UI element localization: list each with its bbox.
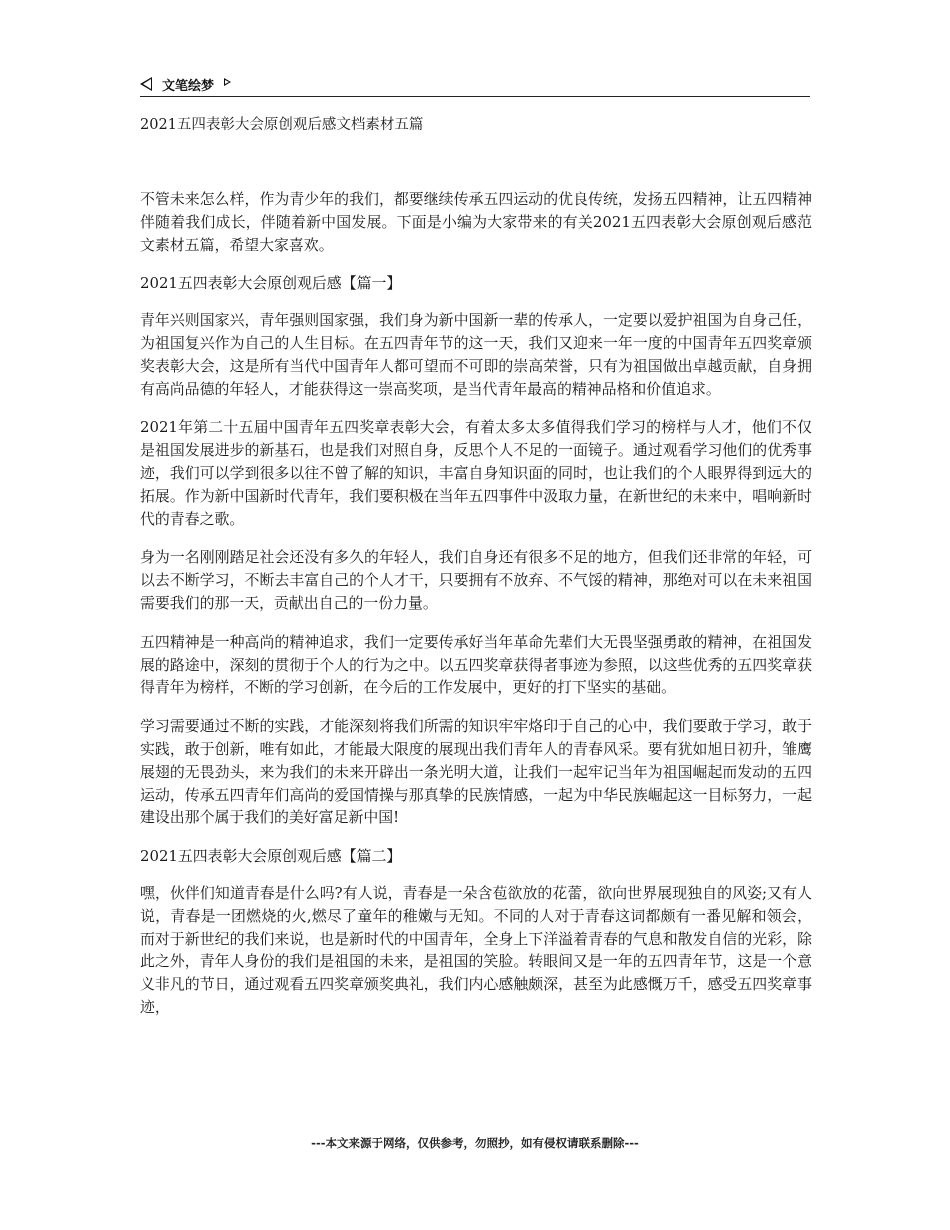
brand-name: 文笔绘梦	[162, 78, 215, 94]
triangle-right-icon	[224, 78, 231, 86]
document-body	[140, 188, 812, 1035]
triangle-left-icon	[140, 77, 152, 91]
body-paragraph: 2021年第二十五届中国青年五四奖章表彰大会，有着太多太多值得我们学习的榜样与人才，他们不仅是祖国发展进步的新基石，也是我们对照自身，反思个人不足的一面镜子。通过观看学习他们的优秀事迹，我们可以学到很多以往不曾了解的知识，丰富自身知识面的同时，也让我们的个人眼界得到远大的拓展。作为新中国新时代青年，我们要积极在当年五四事件中汲取力量，在新世纪的未来中，唱响新时代的青春之歌。	[140, 418, 812, 528]
section-heading-1: 2021五四表彰大会原创观后感【篇一】	[140, 274, 402, 293]
document-title: 2021五四表彰大会原创观后感文档素材五篇	[140, 117, 424, 133]
intro-paragraph: 不管未来怎么样，作为青少年的我们，都要继续传承五四运动的优良传统，发扬五四精神，让五四精神伴随着我们成长，伴随着新中国发展。下面是小编为大家带来的有关2021五四表彰大会原创观后感范文素材五篇，希望大家喜欢。	[140, 190, 812, 254]
body-paragraph: 身为一名刚刚踏足社会还没有多久的年轻人，我们自身还有很多不足的地方，但我们还非常的年轻，可以去不断学习，不断去丰富自己的个人才干，只要拥有不放弃、不气馁的精神，那绝对可以在未来祖国需要我们的那一天，贡献出自己的一份力量。	[140, 548, 812, 612]
body-paragraph: 学习需要通过不断的实践，才能深刻将我们所需的知识牢牢烙印于自己的心中，我们要敢于学习，敢于实践，敢于创新，唯有如此，才能最大限度的展现出我们青年人的青春风采。要有犹如旭日初升，雏鹰展翅的无畏劲头，来为我们的未来开辟出一条光明大道，让我们一起牢记当年为祖国崛起而发动的五四运动，传承五四青年们高尚的爱国情操与那真挚的民族情感，一起为中华民族崛起这一目标努力，一起建设出那个属于我们的美好富足新中国!	[140, 717, 812, 827]
page-header	[140, 72, 810, 97]
body-paragraph: 青年兴则国家兴，青年强则国家强，我们身为新中国新一辈的传承人，一定要以爱护祖国为自身己任，为祖国复兴作为自己的人生目标。在五四青年节的这一天，我们又迎来一年一度的中国青年五四奖章颁奖表彰大会，这是所有当代中国青年人都可望而不可即的崇高荣誉，只有为祖国做出卓越贡献，自身拥有高尚品德的年轻人，才能获得这一崇高奖项，是当代青年最高的精神品格和价值追求。	[140, 311, 812, 398]
footer-notice: ---本文来源于网络，仅供参考，勿照抄，如有侵权请联系删除---	[311, 1136, 639, 1150]
body-paragraph: 嘿，伙伴们知道青春是什么吗?有人说，青春是一朵含苞欲放的花蕾，欲向世界展现独自的风姿;又有人说，青春是一团燃烧的火,燃尽了童年的稚嫩与无知。不同的人对于青春这词都颇有一番见解和领会，而对于新世纪的我们来说，也是新时代的中国青年，全身上下洋溢着青春的气息和散发自信的光彩，除此之外，青年人身份的我们是祖国的未来，是祖国的笑脸。转眼间又是一年的五四青年节，这是一个意义非凡的节日，通过观看五四奖章颁奖典礼，我们内心感触颇深，甚至为此感慨万千，感受五四奖章事迹，	[140, 883, 812, 1016]
section-heading-2: 2021五四表彰大会原创观后感【篇二】	[140, 847, 402, 866]
body-paragraph: 五四精神是一种高尚的精神追求，我们一定要传承好当年革命先辈们大无畏坚强勇敢的精神，在祖国发展的路途中，深刻的贯彻于个人的行为之中。以五四奖章获得者事迹为参照，以这些优秀的五四奖章获得青年为榜样，不断的学习创新，在今后的工作发展中，更好的打下坚实的基础。	[140, 632, 812, 697]
